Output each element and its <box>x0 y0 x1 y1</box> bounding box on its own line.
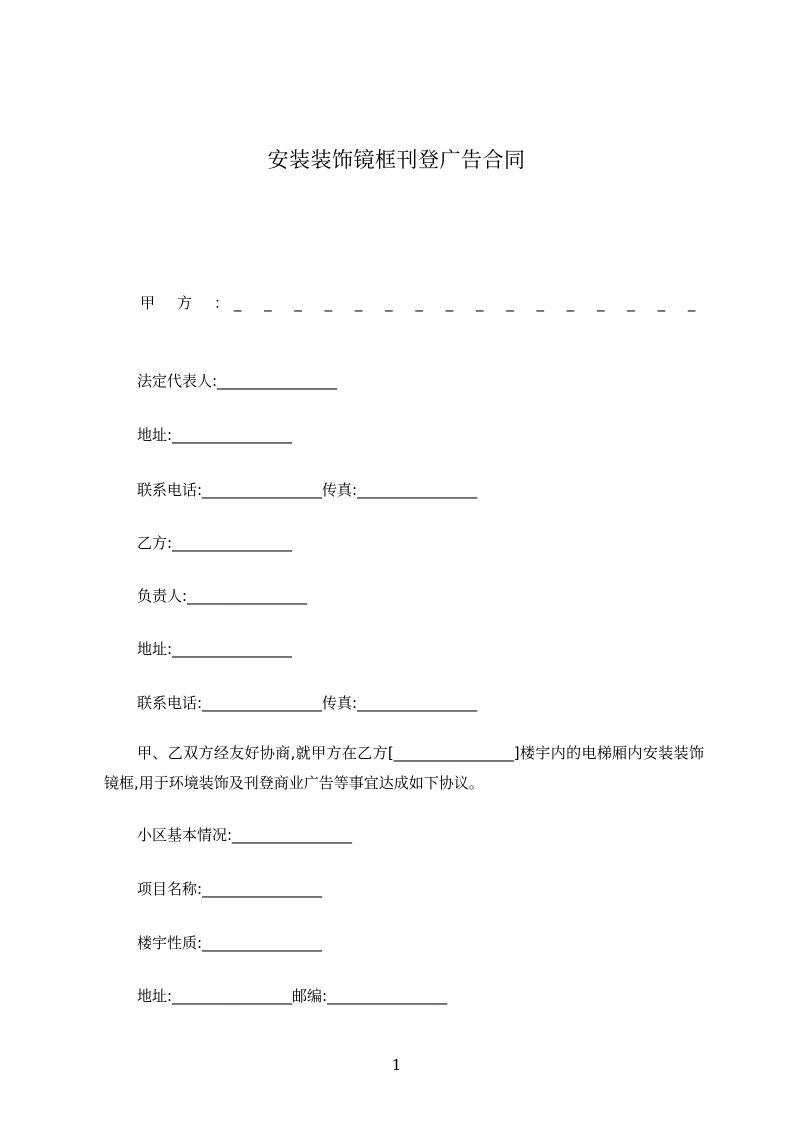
party-a-phone-fax-line: 联系电话:________________传真:________________ <box>137 481 478 499</box>
contract-title: 安装装饰镜框刊登广告合同 <box>267 148 526 172</box>
page-number: 1 <box>391 1056 402 1074</box>
community-info-line: 小区基本情况:________________ <box>137 826 353 844</box>
project-name-line: 项目名称:________________ <box>137 880 323 898</box>
party-b-address-line: 地址:________________ <box>137 640 293 658</box>
building-type-line: 楼宇性质:________________ <box>137 934 323 952</box>
agreement-paragraph: 甲、乙双方经友好协商,就甲方在乙方[________________]楼宇内的电梯厢内安装装饰镜框,用于环境装饰及刊登商业广告等事宜达成如下协议。 <box>104 744 704 792</box>
party-b-phone-fax-line: 联系电话:________________传真:________________ <box>137 694 478 712</box>
party-a-address-line: 地址:________________ <box>137 426 293 444</box>
party-b-line: 乙方:________________ <box>137 534 293 552</box>
person-in-charge-line: 负责人:________________ <box>137 587 308 605</box>
legal-representative-line: 法定代表人:________________ <box>137 372 338 390</box>
party-a-label: 甲方 <box>140 294 215 312</box>
address-postcode-line: 地址:________________邮编:________________ <box>137 987 448 1005</box>
party-a-colon: ： <box>214 294 230 312</box>
party-a-line <box>140 292 704 313</box>
party-a-blank: _ _ _ _ _ _ _ _ _ _ _ _ _ _ _ _ <box>233 294 705 312</box>
